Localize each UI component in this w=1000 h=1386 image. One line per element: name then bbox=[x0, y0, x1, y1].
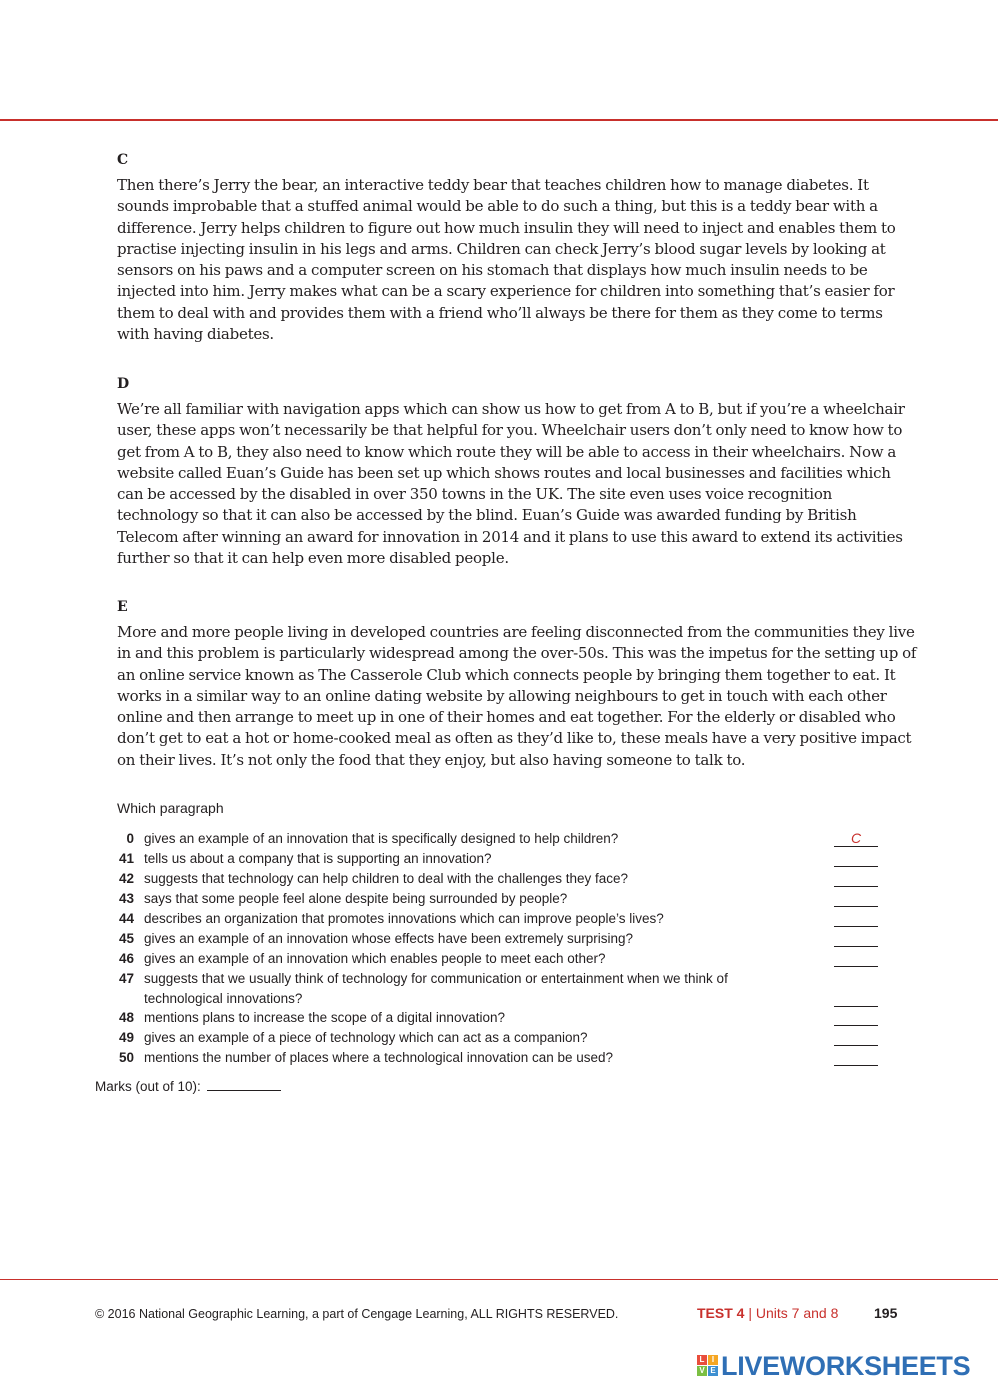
question-number: 46 bbox=[118, 951, 134, 966]
question-list bbox=[96, 829, 886, 1068]
answer-example: C bbox=[834, 831, 878, 847]
answer-blank-46[interactable] bbox=[834, 951, 878, 967]
question-number: 47 bbox=[118, 971, 134, 986]
answer-blank-41[interactable] bbox=[834, 851, 878, 867]
question-row bbox=[96, 1028, 886, 1048]
logo-square-v: V bbox=[697, 1366, 707, 1376]
question-text: tells us about a company that is supporting an innovation? bbox=[144, 851, 492, 866]
marks-blank[interactable] bbox=[207, 1077, 281, 1091]
question-row bbox=[96, 909, 886, 929]
answer-blank-43[interactable] bbox=[834, 891, 878, 907]
question-number: 44 bbox=[118, 911, 134, 926]
test-label: TEST 4 bbox=[697, 1305, 745, 1321]
question-text: mentions plans to increase the scope of a digital innovation? bbox=[144, 1010, 505, 1025]
logo-square-l: L bbox=[697, 1355, 707, 1365]
question-number: 50 bbox=[118, 1050, 134, 1065]
answer-blank-48[interactable] bbox=[834, 1010, 878, 1026]
question-text: suggests that we usually think of technology for communication or entertainment when we think of technological innovations? bbox=[144, 971, 728, 1006]
paragraph-text: We’re all familiar with navigation apps which can show us how to get from A to B, but if you’re a wheelchair user, these apps won’t necessarily be that helpful for you. Wheelchair users don’t only need to know how to get from A to B, they also need to know which route they will be able to access in their wheelchairs. Now a website called Euan’s Guide has been set up which shows routes and local businesses and facilities which can be accessed by the disabled in over 350 towns in the UK. The site even uses voice recognition technology so that it can also be accessed by the blind. Euan’s Guide was awarded funding by British Telecom after winning an award for innovation in 2014 and it plans to use this award to extend its activities further so that it can help even more disabled people. bbox=[117, 400, 905, 568]
paragraph-d bbox=[117, 375, 917, 569]
answer-blank-49[interactable] bbox=[834, 1030, 878, 1046]
paragraph-text: Then there’s Jerry the bear, an interactive teddy bear that teaches children how to manage diabetes. It sounds improbable that a stuffed animal would be able to do such a thing, but this is a teddy bear with a difference. Jerry helps children to figure out how much insulin they will need to inject and enables them to practise injecting insulin in his legs and arms. Children can check Jerry’s blood sugar levels by looking at sensors on his paws and a computer screen on his stomach that displays how much insulin needs to be injected into him. Jerry makes what can be a scary experience for children into something that’s easier for them to deal with and provides them with a friend who’ll always be there for them as they come to terms with having diabetes. bbox=[117, 176, 896, 344]
question-row bbox=[96, 1048, 886, 1068]
paragraph-letter: D bbox=[117, 376, 130, 392]
test-units-label bbox=[697, 1304, 838, 1322]
answer-blank-44[interactable] bbox=[834, 911, 878, 927]
which-paragraph-heading: Which paragraph bbox=[117, 800, 224, 816]
question-text: gives an example of an innovation which enables people to meet each other? bbox=[144, 951, 606, 966]
question-number: 43 bbox=[118, 891, 134, 906]
paragraph-letter: E bbox=[117, 599, 128, 615]
logo-square-e: E bbox=[708, 1366, 718, 1376]
bottom-divider-rule bbox=[0, 1279, 998, 1280]
answer-blank-42[interactable] bbox=[834, 871, 878, 887]
question-row bbox=[96, 969, 886, 1008]
marks-label: Marks (out of 10): bbox=[95, 1079, 201, 1094]
answer-blank-47[interactable] bbox=[834, 991, 878, 1007]
question-row bbox=[96, 869, 886, 889]
units-label: Units 7 and 8 bbox=[755, 1305, 839, 1321]
paragraph-text: More and more people living in developed countries are feeling disconnected from the communities they live in and this problem is particularly widespread among the over-50s. This was the impetus for the setting up of an online service known as The Casserole Club which connects people by bringing them together to eat. It works in a similar way to an online dating website by allowing neighbours to get in touch with each other online and then arrange to meet up in one of their homes and eat together. For the elderly or disabled who don’t get to eat a hot or home-cooked meal as often as they’d like to, these meals have a very positive impact on their lives. It’s not only the food that they enjoy, but also having someone to talk to. bbox=[117, 623, 917, 769]
question-row bbox=[96, 849, 886, 869]
question-text: gives an example of an innovation whose effects have been extremely surprising? bbox=[144, 931, 634, 946]
question-number: 42 bbox=[118, 871, 134, 886]
question-number: 49 bbox=[118, 1030, 134, 1045]
question-row bbox=[96, 829, 886, 849]
question-number: 0 bbox=[126, 831, 134, 846]
marks-field bbox=[95, 1077, 281, 1096]
question-row bbox=[96, 949, 886, 969]
question-text: mentions the number of places where a technological innovation can be used? bbox=[144, 1050, 614, 1065]
paragraph-letter: C bbox=[117, 152, 129, 168]
question-row bbox=[96, 889, 886, 909]
copyright-notice: © 2016 National Geographic Learning, a part of Cengage Learning, ALL RIGHTS RESERVED. bbox=[95, 1307, 619, 1321]
question-number: 45 bbox=[118, 931, 134, 946]
liveworksheets-mark-icon bbox=[697, 1355, 719, 1377]
liveworksheets-wordmark: LIVEWORKSHEETS bbox=[721, 1350, 971, 1381]
paragraph-c bbox=[117, 151, 917, 345]
question-text: gives an example of an innovation that is specifically designed to help children? bbox=[144, 831, 619, 846]
liveworksheets-logo bbox=[697, 1351, 970, 1381]
question-number: 48 bbox=[118, 1010, 134, 1025]
question-row bbox=[96, 1008, 886, 1028]
paragraph-e bbox=[117, 598, 917, 771]
top-divider-rule bbox=[0, 119, 998, 121]
question-text: says that some people feel alone despite being surrounded by people? bbox=[144, 891, 568, 906]
question-text: gives an example of a piece of technology which can act as a companion? bbox=[144, 1030, 588, 1045]
answer-blank-50[interactable] bbox=[834, 1050, 878, 1066]
question-text: describes an organization that promotes innovations which can improve people’s lives? bbox=[144, 911, 664, 926]
question-number: 41 bbox=[118, 851, 134, 866]
logo-square-i: I bbox=[708, 1355, 718, 1365]
answer-blank-45[interactable] bbox=[834, 931, 878, 947]
page-number: 195 bbox=[874, 1305, 898, 1321]
question-text: suggests that technology can help children to deal with the challenges they face? bbox=[144, 871, 629, 886]
footer-separator: | bbox=[748, 1305, 752, 1321]
question-row bbox=[96, 929, 886, 949]
